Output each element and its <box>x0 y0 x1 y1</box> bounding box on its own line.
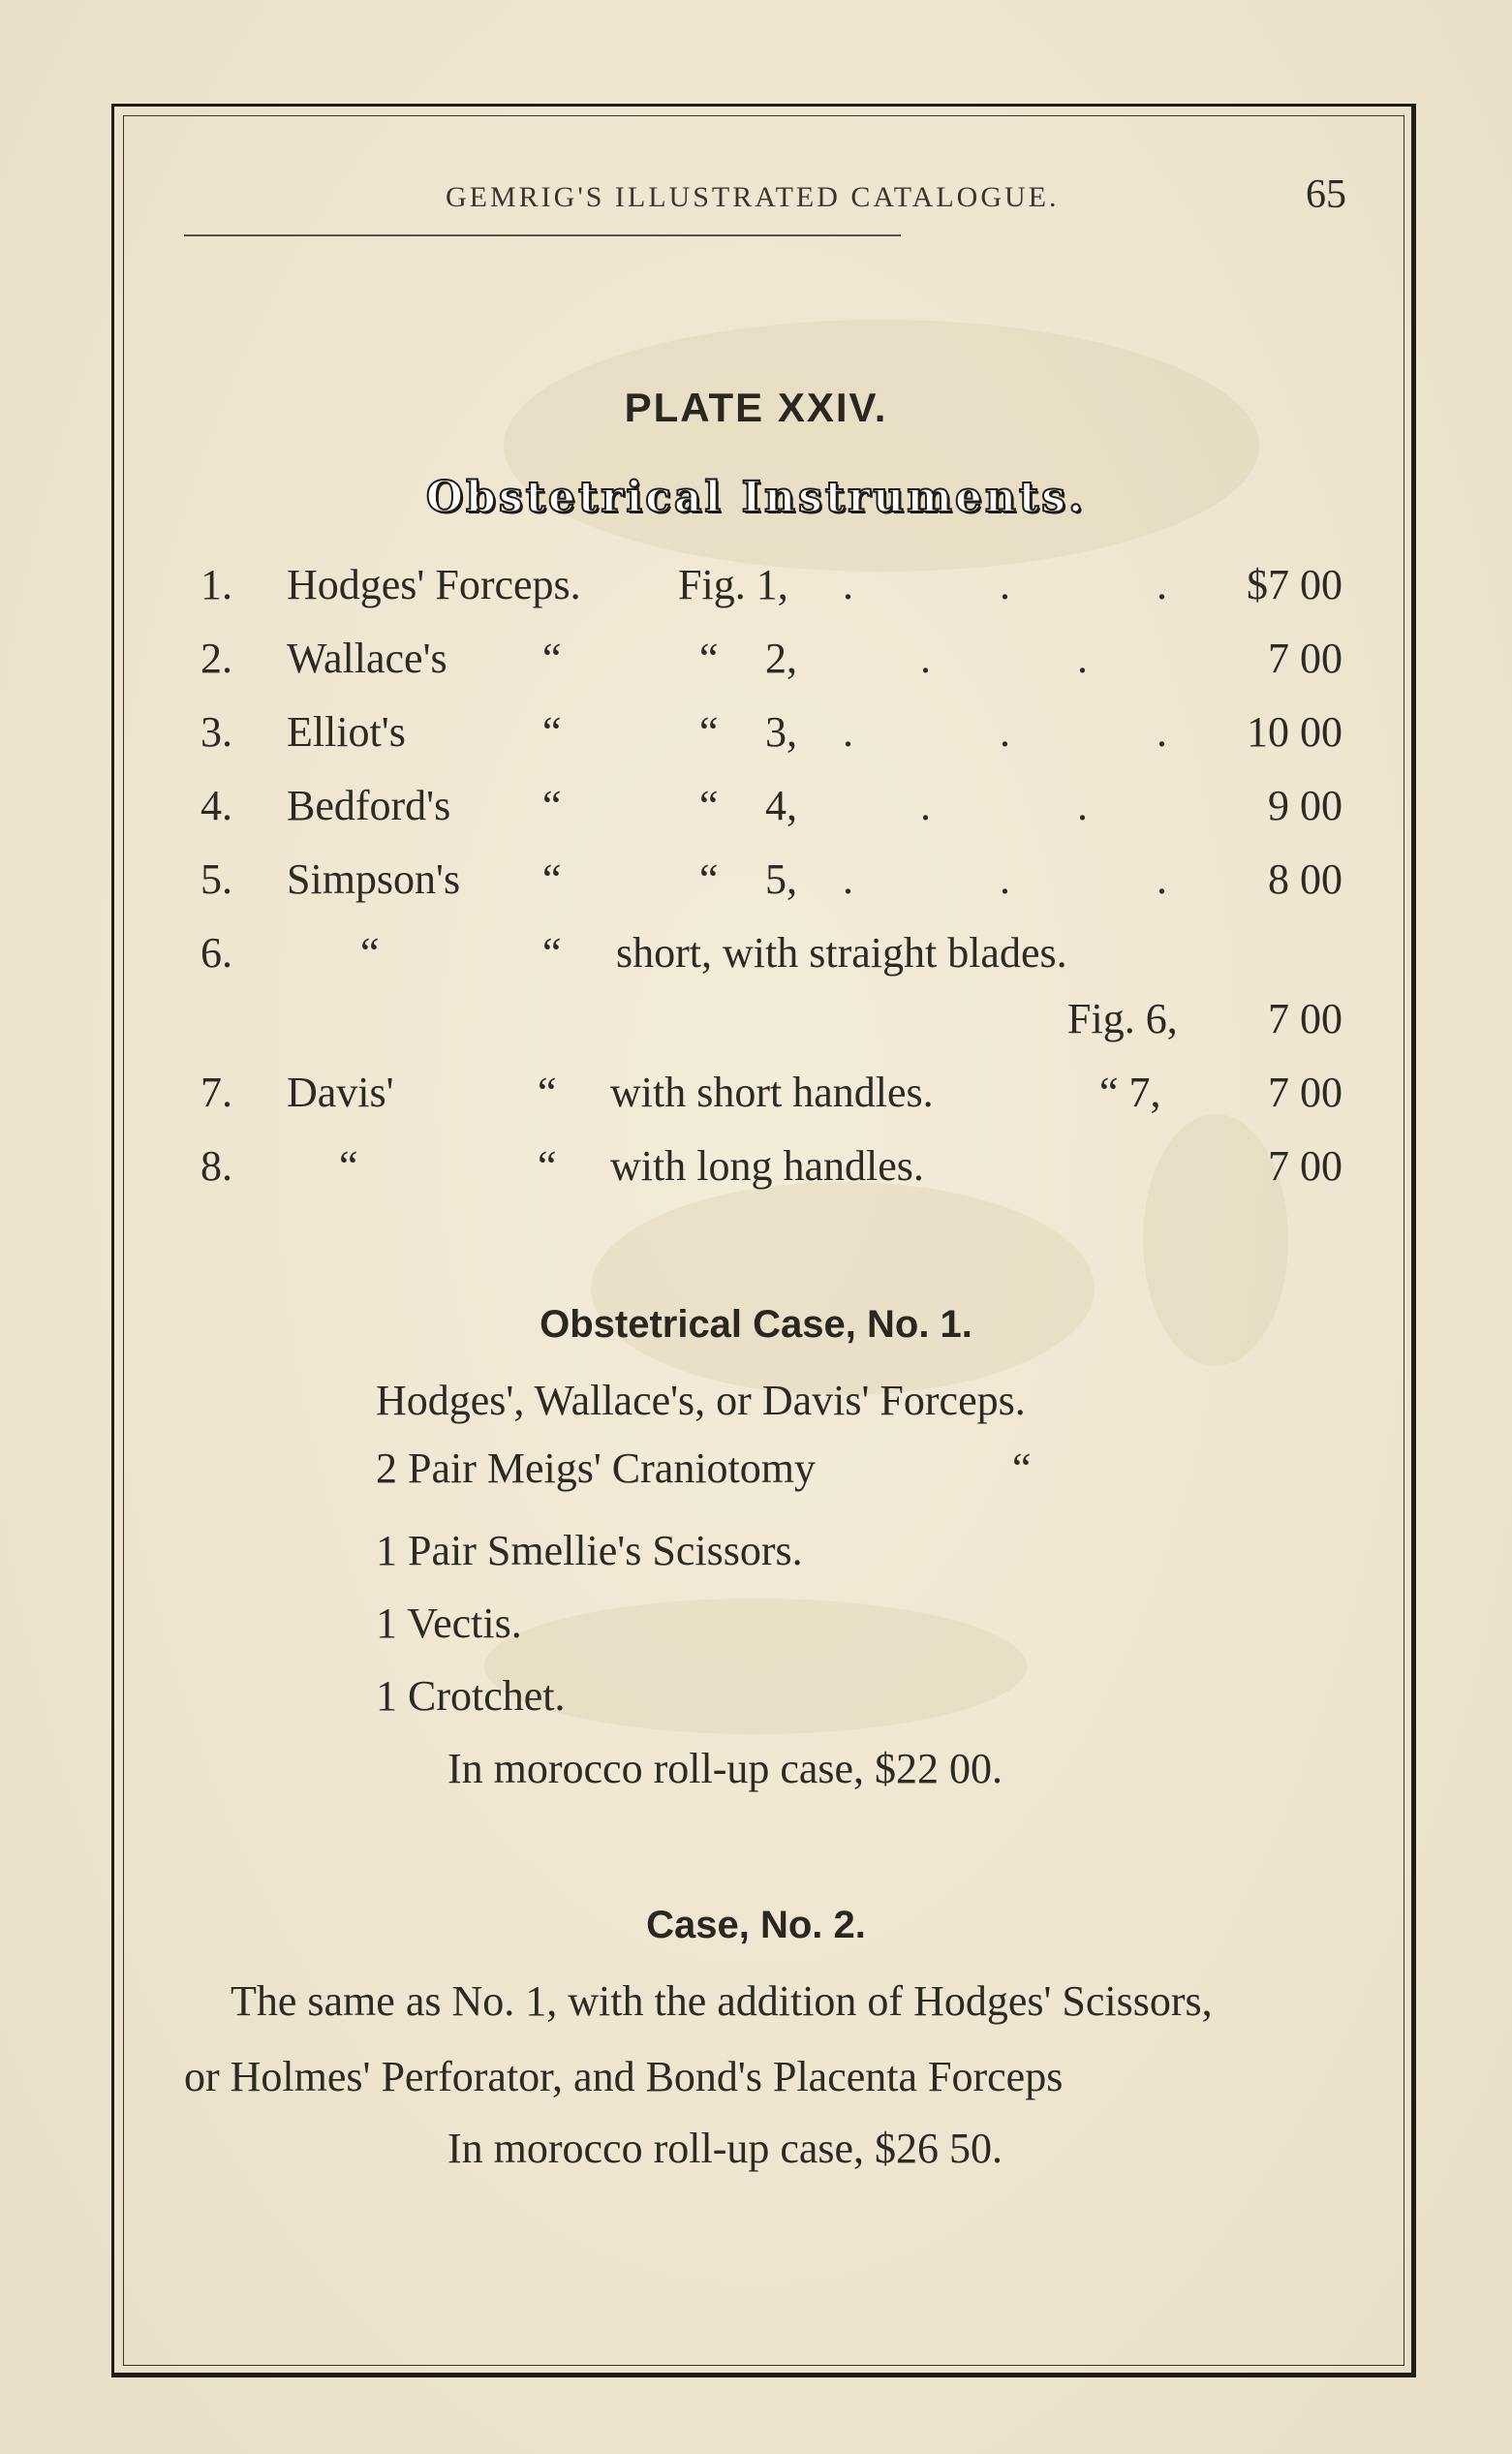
item-number: 5. <box>201 855 232 903</box>
ditto-mark: “ <box>538 1069 557 1116</box>
item-name: Davis' <box>287 1069 394 1116</box>
item-number: 3. <box>201 708 232 756</box>
item-price: 7 00 <box>1268 1069 1342 1116</box>
case-2-title: Case, No. 2. <box>646 1904 866 1946</box>
case-2-price: In morocco roll-up case, $26 50. <box>447 2125 1003 2172</box>
case-1-price: In morocco roll-up case, $22 00. <box>447 1745 1003 1792</box>
case-1-line: 1 Pair Smellie's Scissors. <box>376 1527 803 1574</box>
ditto-mark: “ <box>542 855 562 903</box>
item-price: 7 00 <box>1268 995 1342 1042</box>
item-number: 2. <box>201 635 232 682</box>
ditto-mark: “ <box>699 855 719 903</box>
section-title: Obstetrical Instruments. <box>425 473 1087 522</box>
item-price: 9 00 <box>1268 782 1342 829</box>
list-item <box>0 1068 1512 1126</box>
leader-dots: . . . <box>843 708 1235 756</box>
page-number: 65 <box>1306 172 1346 217</box>
item-price: 7 00 <box>1268 635 1342 682</box>
item-name: Hodges' Forceps. <box>287 561 581 608</box>
list-item <box>0 854 1512 913</box>
leader-dots: . . <box>920 782 1156 829</box>
item-figure: “ 7, <box>1099 1069 1161 1116</box>
list-item <box>0 1141 1512 1199</box>
ditto-mark: “ <box>699 708 719 756</box>
item-figure: 4, <box>765 782 797 829</box>
list-item <box>0 928 1512 986</box>
item-number: 6. <box>201 929 232 977</box>
item-number: 8. <box>201 1142 232 1190</box>
item-number: 4. <box>201 782 232 829</box>
leader-dots: . . . <box>843 855 1235 903</box>
ditto-mark: “ <box>542 708 562 756</box>
item-figure: Fig. 6, <box>1067 995 1178 1042</box>
page-border-inner <box>123 115 1404 2366</box>
ditto-mark: “ <box>699 635 719 682</box>
catalogue-title: GEMRIG'S ILLUSTRATED CATALOGUE. <box>446 181 1060 213</box>
ditto-mark: “ <box>339 1142 358 1190</box>
leader-dots: . . <box>920 635 1156 682</box>
case-1-line: 1 Vectis. <box>376 1600 522 1647</box>
item-name: Simpson's <box>287 855 461 903</box>
item-name: Elliot's <box>287 708 406 756</box>
case-2-line: The same as No. 1, with the addition of Hodges' Scissors, <box>231 1977 1213 2025</box>
item-price: 8 00 <box>1268 855 1342 903</box>
case-1-line: 2 Pair Meigs' Craniotomy <box>376 1444 817 1492</box>
item-price: 10 00 <box>1247 708 1342 756</box>
ditto-mark: “ <box>542 635 562 682</box>
ditto-mark: “ <box>699 782 719 829</box>
ditto-mark: “ <box>538 1142 557 1190</box>
case-2-line: or Holmes' Perforator, and Bond's Placenta Forceps <box>184 2053 1064 2100</box>
item-number: 7. <box>201 1069 232 1116</box>
ditto-mark: “ <box>360 929 380 977</box>
ditto-mark: “ <box>542 929 562 977</box>
ditto-mark: “ <box>542 782 562 829</box>
plate-title: PLATE XXIV. <box>624 385 888 430</box>
running-header <box>184 170 1346 228</box>
item-figure: 5, <box>765 855 797 903</box>
case-1-title: Obstetrical Case, No. 1. <box>540 1303 972 1346</box>
item-name: Bedford's <box>287 782 451 829</box>
leader-dots: . . . <box>843 561 1235 608</box>
list-item <box>0 707 1512 765</box>
item-price: 7 00 <box>1268 1142 1342 1190</box>
item-name: Wallace's <box>287 635 447 682</box>
case-1-line: Hodges', Wallace's, or Davis' Forceps. <box>376 1377 1026 1424</box>
item-figure: 3, <box>765 708 797 756</box>
list-item <box>0 560 1512 618</box>
item-price: $7 00 <box>1247 561 1342 608</box>
ditto-mark: “ <box>1012 1444 1032 1492</box>
list-item-continuation <box>0 994 1512 1052</box>
item-figure: Fig. 1, <box>678 561 788 608</box>
list-item <box>0 634 1512 692</box>
header-rule <box>184 234 901 236</box>
item-number: 1. <box>201 561 232 608</box>
case-1-line: 1 Crotchet. <box>376 1672 566 1720</box>
item-description: with long handles. <box>610 1142 924 1190</box>
item-description: with short handles. <box>610 1069 934 1116</box>
list-item <box>0 781 1512 839</box>
item-figure: 2, <box>765 635 797 682</box>
item-description: short, with straight blades. <box>616 929 1067 977</box>
